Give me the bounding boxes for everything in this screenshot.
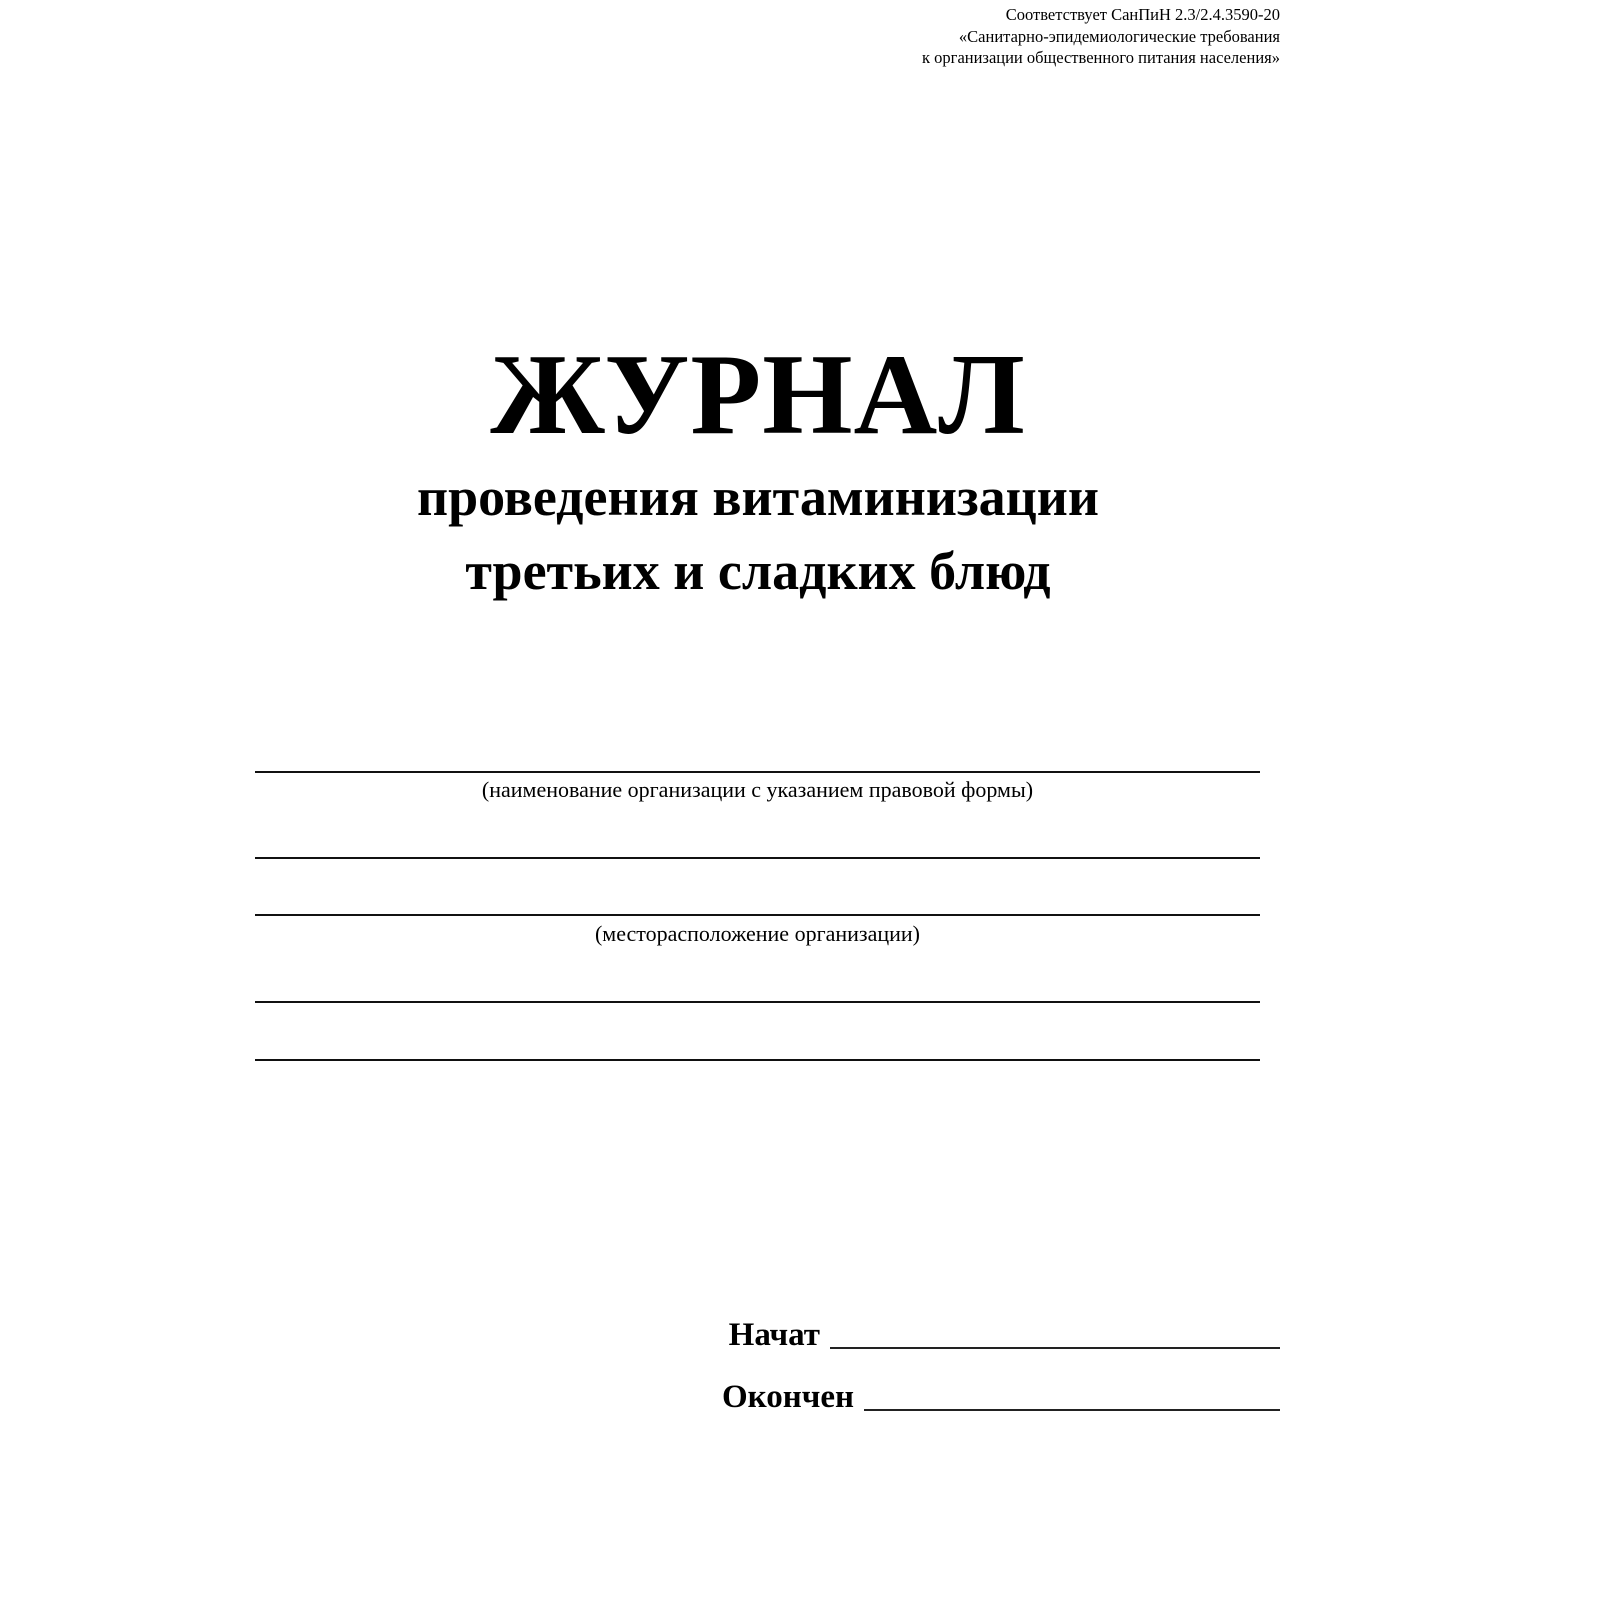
subtitle-line-2: третьих и сладких блюд [465,541,1051,601]
finished-row [600,1377,1280,1417]
journal-title: ЖУРНАЛ [490,331,1026,459]
subtitle-line-1: проведения витаминизации [416,467,1100,527]
journal-subtitle [0,460,1516,608]
compliance-note [922,4,1280,69]
organization-name-caption: (наименование организации с указанием правовой формы) [481,777,1034,802]
organization-name-line[interactable] [255,771,1260,773]
finished-field[interactable] [864,1409,1280,1411]
compliance-line-2: «Санитарно-эпидемиологические требования [958,26,1280,46]
compliance-line-1: Соответствует СанПиН 2.3/2.4.3590-20 [1005,5,1280,24]
started-label: Начат [728,1317,820,1353]
organization-location-line-2[interactable] [255,1001,1260,1003]
organization-location-line[interactable] [255,914,1260,916]
started-row [600,1315,1280,1355]
compliance-line-3: к организации общественного питания населения» [922,48,1280,67]
organization-name-line-2[interactable] [255,857,1260,859]
finished-label: Окончен [721,1379,854,1415]
started-field[interactable] [830,1347,1280,1349]
organization-location-line-3[interactable] [255,1059,1260,1061]
organization-location-caption: (месторасположение организации) [594,921,920,946]
